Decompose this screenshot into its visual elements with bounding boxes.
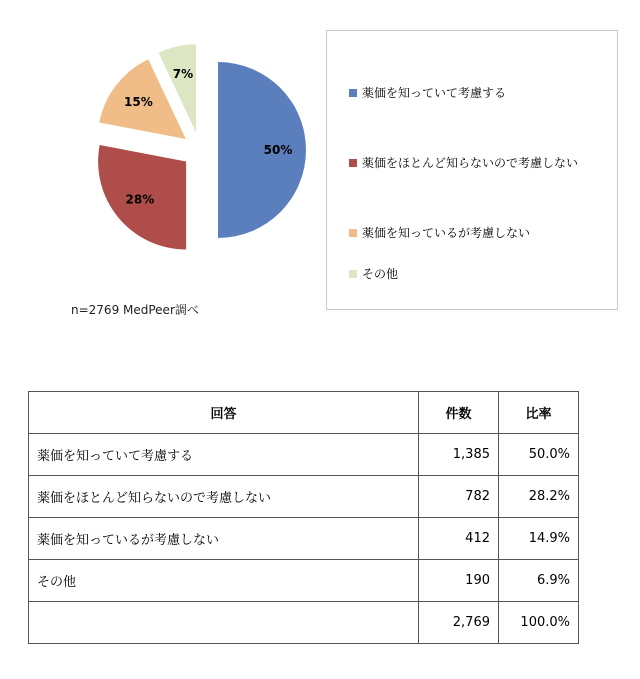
cell-count: 782 xyxy=(419,476,499,518)
pie-data-label: 28% xyxy=(125,192,155,207)
legend-swatch xyxy=(349,89,357,97)
legend-swatch xyxy=(349,159,357,167)
table-header-row xyxy=(29,392,579,434)
legend-label: 薬価をほとんど知らないので考慮しない xyxy=(362,156,579,170)
legend-swatch xyxy=(349,229,357,237)
cell-ratio: 100.0% xyxy=(499,602,579,644)
legend-label: その他 xyxy=(362,267,399,281)
legend-item xyxy=(349,86,506,100)
legend-item xyxy=(349,267,398,281)
cell-answer: 薬価を知っていて考慮する xyxy=(29,434,419,476)
cell-count: 190 xyxy=(419,560,499,602)
pie-chart xyxy=(0,0,326,320)
legend-label: 薬価を知っていて考慮する xyxy=(362,86,507,100)
cell-answer: 薬価を知っているが考慮しない xyxy=(29,518,419,560)
cell-ratio: 14.9% xyxy=(499,518,579,560)
cell-ratio: 28.2% xyxy=(499,476,579,518)
legend-item xyxy=(349,226,530,240)
cell-answer: その他 xyxy=(29,560,419,602)
legend-swatch xyxy=(349,270,357,278)
cell-count: 412 xyxy=(419,518,499,560)
table-row xyxy=(29,518,579,560)
cell-answer xyxy=(29,602,419,644)
sample-note: n=2769 MedPeer調べ xyxy=(71,303,199,317)
cell-ratio: 6.9% xyxy=(499,560,579,602)
table-row xyxy=(29,434,579,476)
header-count: 件数 xyxy=(419,392,499,434)
cell-count: 1,385 xyxy=(419,434,499,476)
results-table xyxy=(28,391,579,644)
table-total-row xyxy=(29,602,579,644)
cell-ratio: 50.0% xyxy=(499,434,579,476)
pie-slice xyxy=(218,62,306,238)
header-ratio: 比率 xyxy=(499,392,579,434)
cell-count: 2,769 xyxy=(419,602,499,644)
pie-data-label: 7% xyxy=(172,66,194,81)
pie-data-label: 15% xyxy=(124,95,153,110)
legend-label: 薬価を知っているが考慮しない xyxy=(362,226,531,240)
table-row xyxy=(29,560,579,602)
chart-legend xyxy=(326,30,618,310)
pie-data-label: 50% xyxy=(263,143,293,157)
cell-answer: 薬価をほとんど知らないので考慮しない xyxy=(29,476,419,518)
legend-item xyxy=(349,156,578,170)
table-row xyxy=(29,476,579,518)
header-answer: 回答 xyxy=(29,392,419,434)
